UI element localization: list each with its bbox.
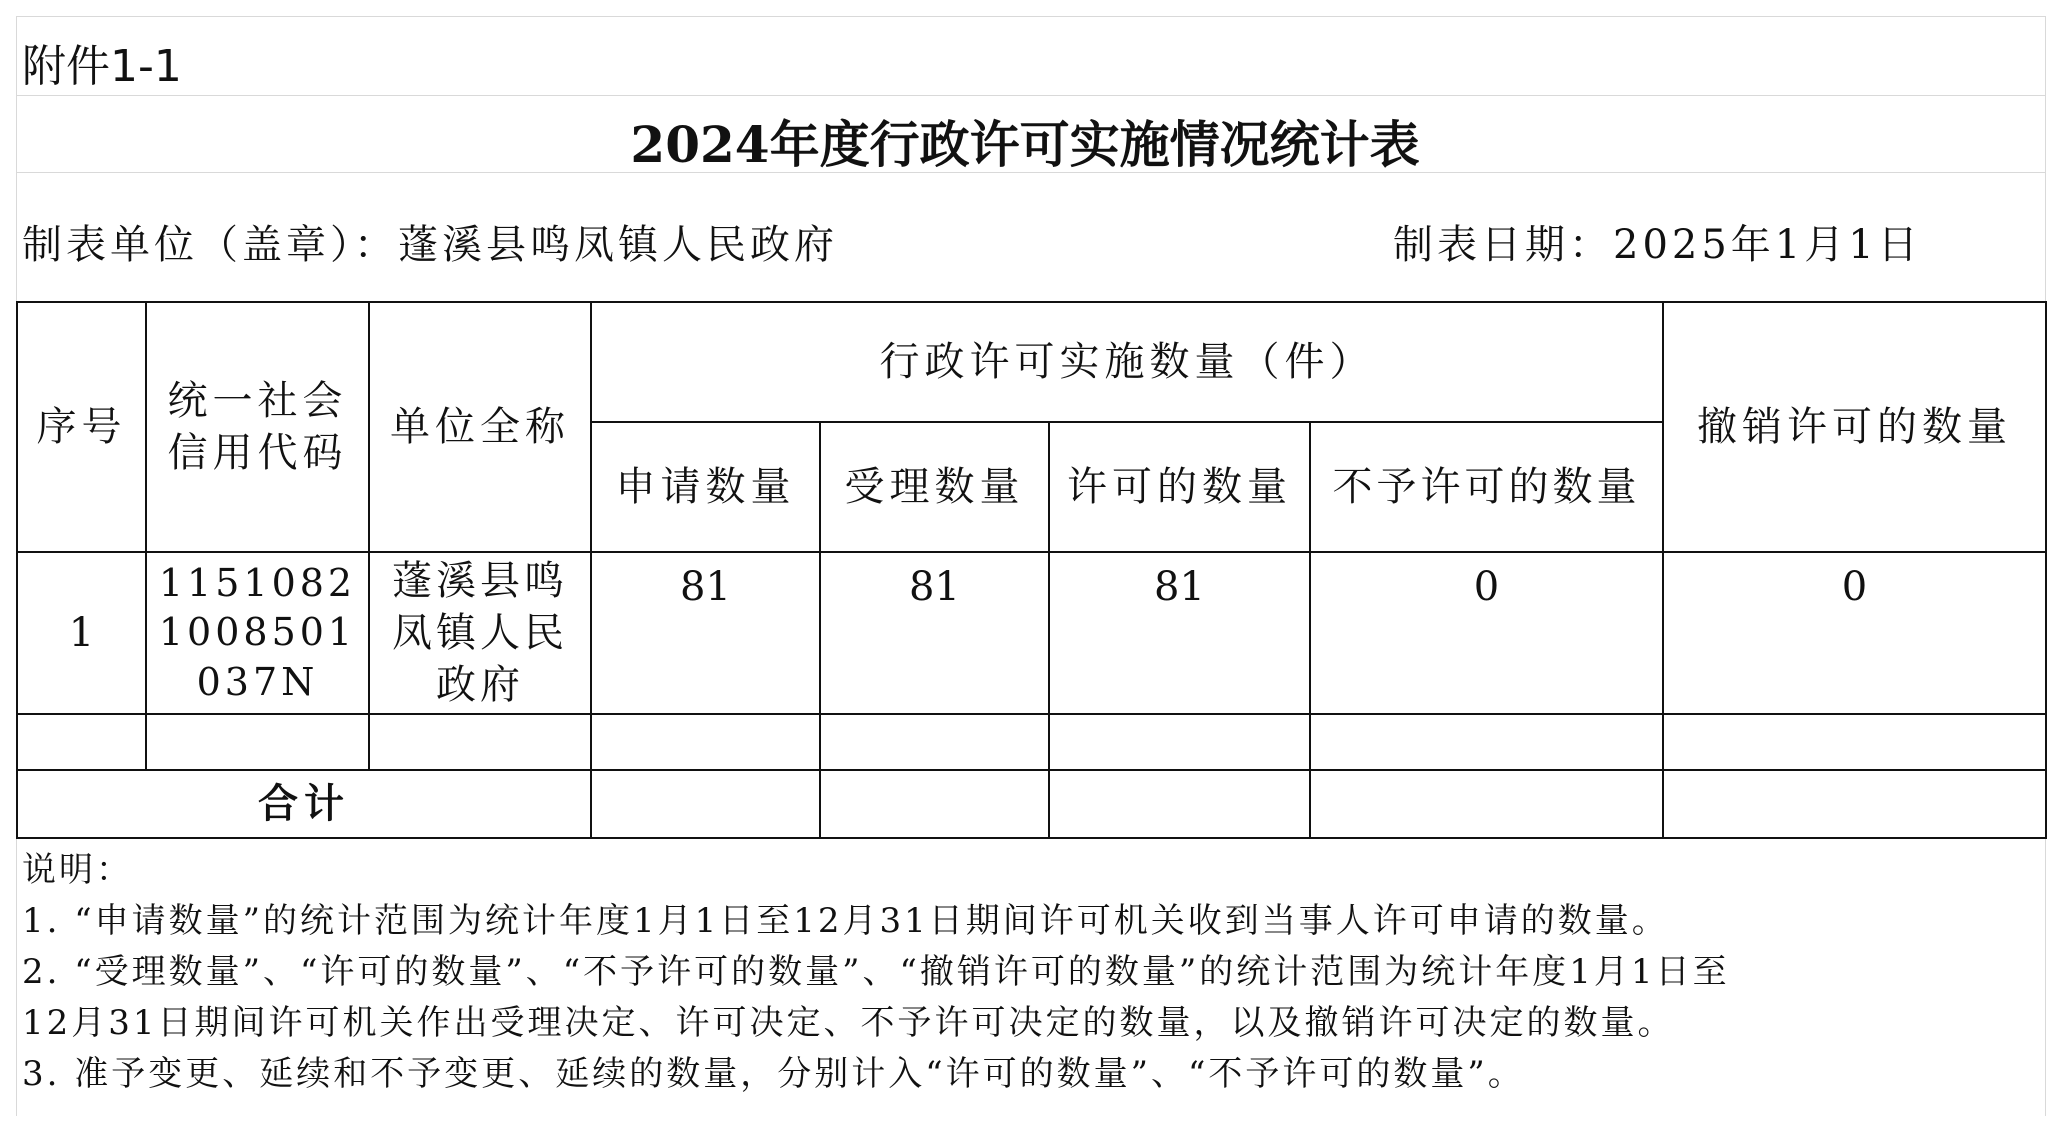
total-row [17, 770, 2046, 838]
empty-row [17, 714, 2046, 770]
header-accepted: 受理数量 [820, 422, 1049, 552]
table-row [17, 552, 2046, 714]
attachment-label: 附件1-1 [22, 41, 182, 92]
page-title: 2024年度行政许可实施情况统计表 [630, 115, 1420, 174]
total-cell [820, 770, 1049, 838]
total-cell [1049, 770, 1310, 838]
header-credit-code: 统一社会信用代码 [146, 302, 369, 552]
note-item: 3. 准予变更、延续和不予变更、延续的数量，分别计入“许可的数量”、“不予许可的数量”。 [22, 1054, 1525, 1094]
empty-cell [1663, 714, 2046, 770]
header-unit-name: 单位全称 [369, 302, 591, 552]
empty-cell [1049, 714, 1310, 770]
preparation-date: 制表日期：2025年1月1日 [1393, 222, 1922, 268]
total-cell [591, 770, 820, 838]
statistics-table [16, 301, 2047, 839]
cell-denied: 0 [1310, 552, 1663, 714]
cell-accepted: 81 [820, 552, 1049, 714]
grid-line [16, 95, 2046, 96]
grid-line [16, 16, 2046, 17]
notes-title: 说明： [22, 850, 133, 890]
empty-cell [369, 714, 591, 770]
note-item: 12月31日期间许可机关作出受理决定、许可决定、不予许可决定的数量，以及撤销许可决定的数量。 [22, 1003, 1675, 1043]
header-approved: 许可的数量 [1049, 422, 1310, 552]
empty-cell [591, 714, 820, 770]
notes-section [22, 845, 1730, 1100]
total-cell [1663, 770, 2046, 838]
cell-unit-name: 蓬溪县鸣凤镇人民政府 [369, 552, 591, 714]
cell-revoked: 0 [1663, 552, 2046, 714]
preparing-unit: 制表单位（盖章）：蓬溪县鸣凤镇人民政府 [22, 222, 838, 268]
cell-seq: 1 [17, 552, 146, 714]
header-seq: 序号 [17, 302, 146, 552]
total-label: 合计 [17, 770, 591, 838]
cell-applications: 81 [591, 552, 820, 714]
empty-cell [17, 714, 146, 770]
empty-cell [146, 714, 369, 770]
note-item: 1. “申请数量”的统计范围为统计年度1月1日至12月31日期间许可机关收到当事人许可申请的数量。 [22, 901, 1669, 941]
total-cell [1310, 770, 1663, 838]
header-denied: 不予许可的数量 [1310, 422, 1663, 552]
cell-approved: 81 [1049, 552, 1310, 714]
empty-cell [820, 714, 1049, 770]
header-applications: 申请数量 [591, 422, 820, 552]
empty-cell [1310, 714, 1663, 770]
header-row-1 [17, 302, 2046, 422]
header-revoked: 撤销许可的数量 [1663, 302, 2046, 552]
header-implementation-group: 行政许可实施数量（件） [591, 302, 1663, 422]
note-item: 2. “受理数量”、“许可的数量”、“不予许可的数量”、“撤销许可的数量”的统计范围为统计年度1月1日至 [22, 952, 1730, 992]
cell-credit-code: 11510821008501037N [146, 552, 369, 714]
